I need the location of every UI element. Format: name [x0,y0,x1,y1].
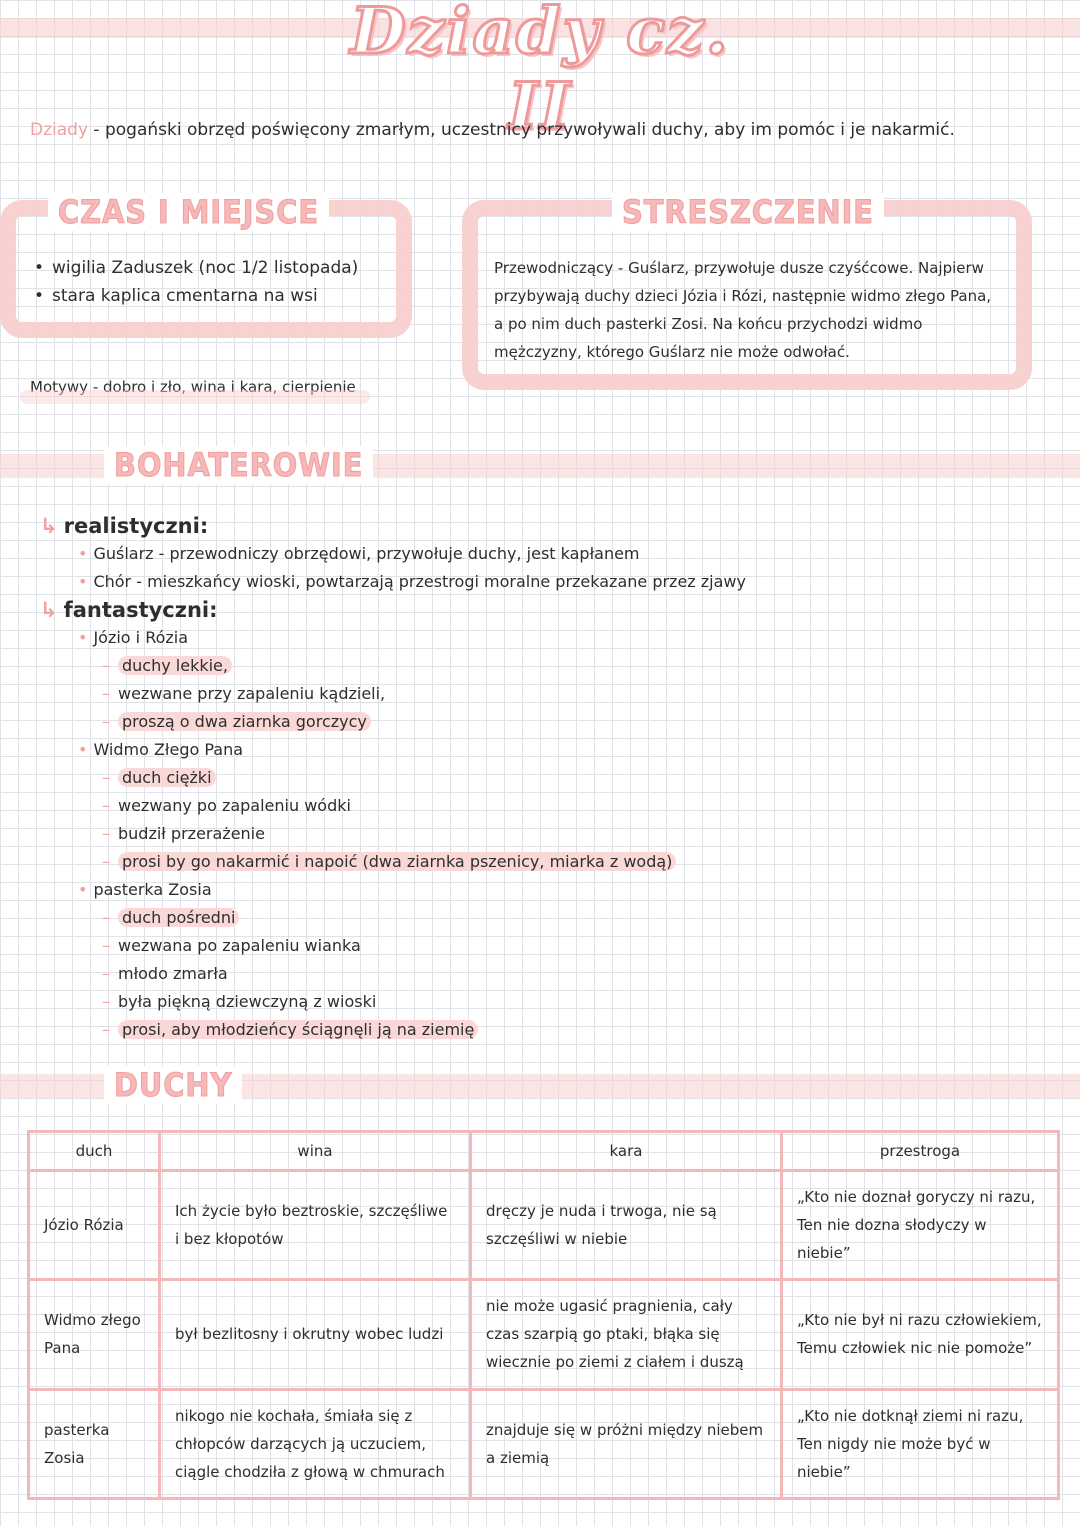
table-cell: Józio Rózia [29,1171,160,1280]
list-item: – prosi, aby młodzieńcy ściągnęli ją na ziemię [58,1016,746,1044]
list-item: • Chór - mieszkańcy wioski, powtarzają przestrogi moralne przekazane przez zjawy [58,568,746,596]
motywy-label: Motywy [30,378,89,396]
table-cell: „Kto nie dotknął ziemi ni razu, Ten nigdy nie może być w niebie” [782,1389,1059,1498]
table-cell: nikogo nie kochała, śmiała się z chłopców darzących ją uczuciem, ciągle chodziła z głową w chmurach [160,1389,471,1498]
fantastyczni-label: ↳ fantastyczni: [40,598,218,622]
column-header: wina [160,1132,471,1171]
table-row [29,1171,1059,1280]
bohaterowie-content [40,512,746,1044]
list-item: – była piękną dziewczyną z wioski [58,988,746,1016]
hero-group-name: • pasterka Zosia [58,876,746,904]
list-item: – duch ciężki [58,764,746,792]
list-item: – budził przerażenie [58,820,746,848]
list-item: – duchy lekkie, [58,652,746,680]
list-item: – wezwany po zapaleniu wódki [58,792,746,820]
table-cell: Ich życie było beztroskie, szczęśliwe i bez kłopotów [160,1171,471,1280]
definition-term: Dziady [30,120,89,140]
column-header: kara [471,1132,782,1171]
czas-miejsce-list [34,258,358,314]
motywy-highlight [20,390,370,404]
duchy-table [27,1130,1060,1500]
realistyczni-label: ↳ realistyczni: [40,514,209,538]
hero-group-name: • Widmo Złego Pana [58,736,746,764]
list-item: – młodo zmarła [58,960,746,988]
table-row [29,1389,1059,1498]
motywy-text: - dobro i zło, wina i kara, cierpienie [92,378,356,396]
column-header: duch [29,1132,160,1171]
table-cell: nie może ugasić pragnienia, cały czas szarpią go ptaki, błąka się wiecznie po ziemi z ciałem i duszą [471,1280,782,1389]
list-item: – proszą o dwa ziarnka gorczycy [58,708,746,736]
list-item: – prosi by go nakarmić i napoić (dwa ziarnka pszenicy, miarka z wodą) [58,848,746,876]
hero-group-name: • Józio i Rózia [58,624,746,652]
definition [30,120,955,140]
czas-miejsce-heading: CZAS I MIEJSCE [48,193,329,231]
table-row [29,1280,1059,1389]
streszczenie-text: Przewodniczący - Guślarz, przywołuje dusze czyśćcowe. Najpierw przybywają duchy dzieci Józia i Rózi, następnie widmo złego Pana, a po nim duch pasterki Zosi. Na końcu przychodzi widmo mężczyzny, którego Guślarz nie może odwołać. [494,259,992,361]
definition-text: - pogański obrzęd poświęcony zmarłym, uczestnicy przywoływali duchy, aby im pomóc i je nakarmić. [93,120,955,140]
table-cell: „Kto nie był ni razu człowiekiem, Temu człowiek nic nie pomoże” [782,1280,1059,1389]
table-cell: Widmo złego Pana [29,1280,160,1389]
page-title: Dziady cz. II [350,0,730,144]
table-cell: znajduje się w próżni między niebem a ziemią [471,1389,782,1498]
duchy-heading: DUCHY [104,1066,242,1104]
list-item: – duch pośredni [58,904,746,932]
list-item: – wezwane przy zapaleniu kądzieli, [58,680,746,708]
column-header: przestroga [782,1132,1059,1171]
bohaterowie-heading: BOHATEROWIE [104,446,373,484]
table-cell: dręczy je nuda i trwoga, nie są szczęśliwi w niebie [471,1171,782,1280]
list-item: • Guślarz - przewodniczy obrzędowi, przywołuje duchy, jest kapłanem [58,540,746,568]
list-item: – wezwana po zapaleniu wianka [58,932,746,960]
list-item: • stara kaplica cmentarna na wsi [34,286,358,306]
table-header-row [29,1132,1059,1171]
table-cell: pasterka Zosia [29,1389,160,1498]
streszczenie-heading: STRESZCZENIE [612,193,884,231]
list-item: • wigilia Zaduszek (noc 1/2 listopada) [34,258,358,278]
table-cell: był bezlitosny i okrutny wobec ludzi [160,1280,471,1389]
table-cell: „Kto nie doznał goryczy ni razu, Ten nie dozna słodyczy w niebie” [782,1171,1059,1280]
